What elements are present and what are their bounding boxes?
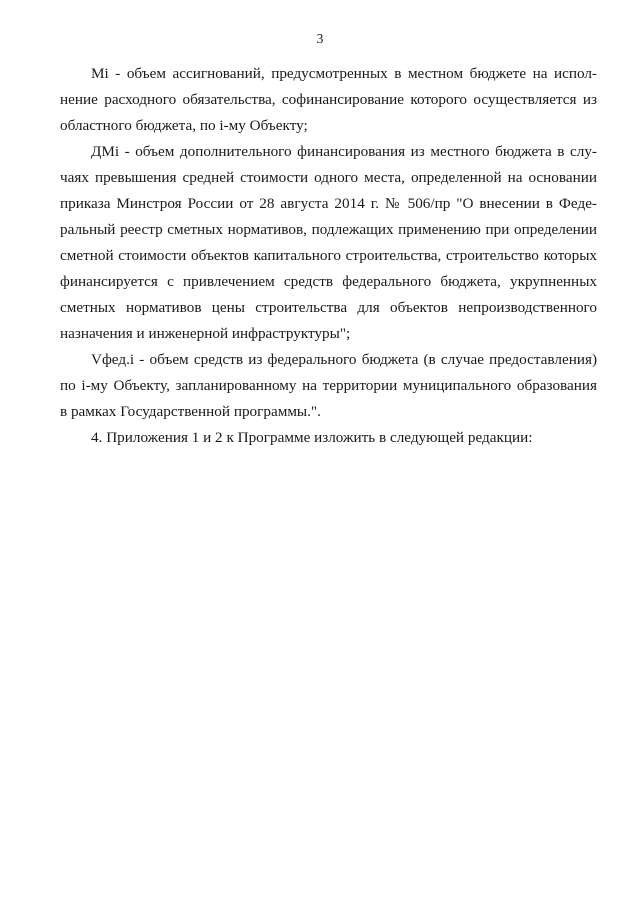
text-line: сметных нормативов цены строительства для объектов непроизводственного <box>60 299 597 316</box>
text-line: ральный реестр сметных нормативов, подлежащих применению при определении <box>60 221 597 238</box>
text-line: чаях превышения средней стоимости одного места, определенной на основании <box>60 169 597 186</box>
text-line: ДMi - объем дополнительного финансирования из местного бюджета в слу- <box>91 143 597 160</box>
text-line: сметной стоимости объектов капитального строительства, строительство которых <box>60 247 597 264</box>
text-line: областного бюджета, по i-му Объекту; <box>60 117 308 134</box>
text-line: Vфед.i - объем средств из федерального бюджета (в случае предоставления) <box>91 351 597 368</box>
text-line: в рамках Государственной программы.". <box>60 403 321 420</box>
text-line: финансируется с привлечением средств федерального бюджета, укрупненных <box>60 273 597 290</box>
text-line: Mi - объем ассигнований, предусмотренных в местном бюджете на испол- <box>91 65 597 82</box>
text-line: приказа Минстроя России от 28 августа 2014 г. № 506/пр "О внесении в Феде- <box>60 195 597 212</box>
text-line: 4. Приложения 1 и 2 к Программе изложить в следующей редакции: <box>91 429 533 446</box>
text-line: назначения и инженерной инфраструктуры"; <box>60 325 351 342</box>
page-number: 3 <box>316 31 324 46</box>
text-line: нение расходного обязательства, софинансирование которого осуществляется из <box>60 91 597 108</box>
text-line: по i-му Объекту, запланированному на территории муниципального образования <box>60 377 597 394</box>
